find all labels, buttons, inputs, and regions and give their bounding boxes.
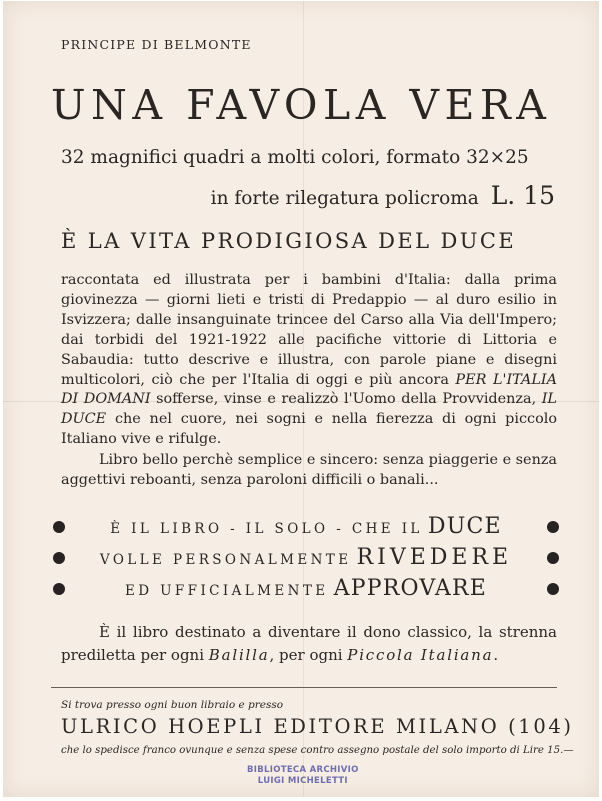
bullet-dot-icon [547,552,559,564]
headline: È LA VITA PRODIGIOSA DEL DUCE [61,229,517,253]
bullet-row [53,542,559,573]
closing-text [61,621,557,667]
bullet-list [53,511,559,604]
closing-text-run: È il libro destinato a diventare il dono classico, la strenna prediletta per ogni [61,623,557,664]
closing-text-run: . [493,646,499,664]
bullet-dot-icon [53,583,65,595]
body-paragraph-1 [61,271,557,450]
subtitle-line-2 [211,181,555,210]
closing-emphasis: Balilla [208,646,270,664]
divider [51,687,557,688]
body-italic-run: PER L'ITALIA DI DOMANI [61,371,557,408]
body-text [61,271,557,491]
bullet-small-text: VOLLE PERSONALMENTE [99,552,352,568]
footer-intro: Si trova presso ogni buon libraio e presso [61,699,284,711]
publisher-name: ULRICO HOEPLI EDITORE MILANO (104) [61,715,574,738]
bullet-emphasis: APPROVARE [333,576,488,601]
bullet-row [53,573,559,604]
binding-description: in forte rilegatura policroma [210,188,479,209]
body-paragraph-2: Libro bello perchè semplice e sincero: senza piaggerie e senza aggettivi reboanti, senza paroloni difficili o banali... [61,452,557,489]
bullet-dot-icon [53,552,65,564]
bullet-text [65,545,547,570]
stamp-line-1: BIBLIOTECA ARCHIVIO [247,765,359,775]
bullet-dot-icon [547,521,559,533]
bullet-dot-icon [547,583,559,595]
flyer-page [3,1,599,797]
subtitle-line-1: 32 magnifici quadri a molti colori, formato 32×25 [61,147,529,168]
body-text-run: che nel cuore, nei sogni e nella fierezza di ogni piccolo Italiano vive e rifulge. [61,411,557,448]
bullet-emphasis: DUCE [427,514,502,539]
author-name: PRINCIPE DI BELMONTE [61,37,252,52]
bullet-small-text: ED UFFICIALMENTE [124,583,329,599]
closing-paragraph [61,621,557,667]
bullet-small-text: È IL LIBRO - IL SOLO - CHE IL [110,521,423,537]
closing-emphasis: Piccola Italiana [347,646,494,664]
archive-stamp [247,765,359,787]
body-italic-run: IL DUCE [61,391,557,428]
body-text-run: raccontata ed illustrata per i bambini d'Italia: dalla prima giovinezza — giorni lieti e tristi di Predappio — al duro esilio in Isvizzera; dalle insanguinate trincee del Carso alla Via dell'Impero; dai torbidi del 1921-1922 alle pacifiche vittorie di Littoria e Sabaudia: tutto descrive e illustra, con parole piane e disegni multicolori, ciò che per l'Italia di oggi e più ancora [61,272,557,388]
book-title: UNA FAVOLA VERA [51,81,552,129]
bullet-row [53,511,559,542]
body-text-run: sofferse, vinse e realizzò l'Uomo della Provvidenza, [150,391,542,408]
bullet-text [65,514,547,539]
price-label: L. 15 [490,181,555,210]
closing-text-run: , per ogni [269,646,348,664]
bullet-dot-icon [53,521,65,533]
bullet-text [65,576,547,601]
footer-note: che lo spedisce franco ovunque e senza spese contro assegno postale del solo importo di Lire 15.— [61,745,574,756]
stamp-line-2: LUIGI MICHELETTI [257,776,348,786]
bullet-emphasis: RIVEDERE [356,545,513,570]
